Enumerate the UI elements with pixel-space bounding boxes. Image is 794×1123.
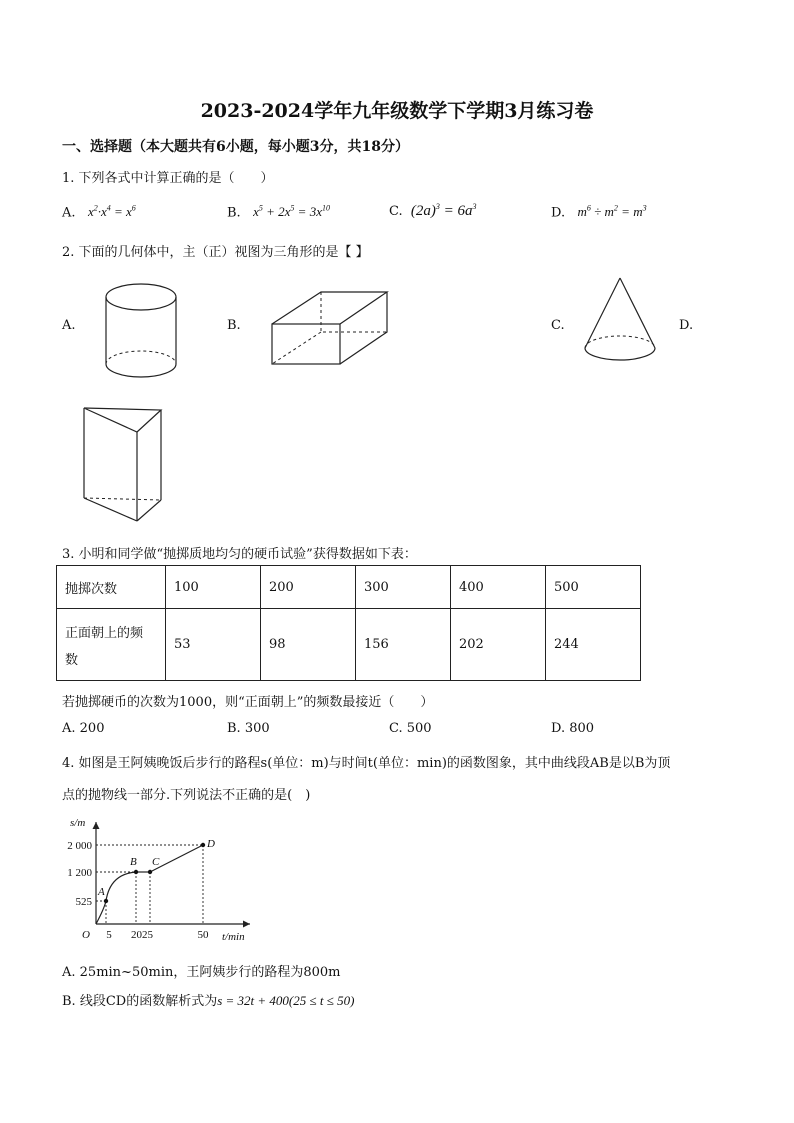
q2-stem: 2. 下面的几何体中，主（正）视图为三角形的是【 】: [62, 245, 369, 260]
table-cell: 500: [546, 566, 641, 609]
q1-d-formula: $m^6 \div m^2 = m^3$: [577, 204, 647, 220]
cylinder-figure: [100, 280, 182, 382]
x-axis-label: t/min: [222, 931, 245, 943]
q4-option-a: A. 25min~50min，王阿姨步行的路程为800m: [62, 965, 341, 980]
cone-figure: [580, 274, 660, 368]
table-cell: 200: [261, 566, 356, 609]
point-label-A: A: [98, 886, 105, 898]
q1-option-a: [62, 204, 136, 220]
q3-stem: 3. 小明和同学做“抛掷质地均匀的硬币试验”获得数据如下表：: [62, 547, 417, 562]
q3-question: 若抛掷硬币的次数为1000，则“正面朝上”的频数最接近（ ）: [62, 695, 434, 710]
q1-stem: 1. 下列各式中计算正确的是（ ）: [62, 171, 274, 186]
cuboid-figure: [268, 288, 392, 370]
table-cell: 53: [166, 609, 261, 681]
frequency-table: [56, 565, 641, 681]
q1-option-b: [227, 204, 330, 220]
x-tick-label: 50: [197, 929, 209, 941]
q4-option-b-text: B. 线段CD的函数解析式为: [62, 994, 218, 1009]
q3-option-c: C. 500: [389, 721, 432, 736]
table-cell: 244: [546, 609, 641, 681]
x-tick-label: 5: [106, 929, 112, 941]
q4-stem-line1: 4. 如图是王阿姨晚饭后步行的路程s(单位：m)与时间t(单位：min)的函数图象，其中曲线段AB是以B为顶: [62, 756, 671, 771]
table-header-line: 数: [65, 652, 79, 668]
table-cell: 156: [356, 609, 451, 681]
point-label-C: C: [152, 856, 160, 868]
q1-b-formula: $x^5 + 2x^5 = 3x^{10}$: [253, 204, 330, 220]
distance-time-graph: [60, 812, 260, 952]
y-tick-label: 1 200: [67, 867, 92, 879]
table-header-cell: 抛掷次数: [57, 566, 166, 609]
origin-label: O: [82, 929, 90, 941]
q4-option-b-formula: s = 32t + 400(25 ≤ t ≤ 50): [217, 993, 355, 1008]
y-tick-label: 525: [75, 896, 92, 908]
q3-option-d: D. 800: [551, 721, 595, 736]
table-cell: 100: [166, 566, 261, 609]
table-cell: 300: [356, 566, 451, 609]
table-cell: 400: [451, 566, 546, 609]
q1-option-d: [551, 204, 647, 220]
data-point-A: [104, 899, 108, 903]
q3-option-b: B. 300: [227, 721, 270, 736]
point-label-B: B: [130, 856, 137, 868]
table-header-line: 正面朝上的频: [65, 625, 144, 641]
q2-label-c: C.: [551, 318, 565, 333]
data-point-C: [148, 870, 152, 874]
q4-option-b: [62, 990, 354, 1009]
table-cell: 98: [261, 609, 356, 681]
y-tick-label: 2 000: [67, 840, 92, 852]
data-point-D: [201, 843, 205, 847]
section-heading: 一、选择题（本大题共有6小题，每小题3分，共18分）: [62, 139, 409, 155]
q3-option-a: A. 200: [62, 721, 105, 736]
data-point-B: [134, 870, 138, 874]
triangular-prism-figure: [80, 404, 166, 526]
point-label-D: D: [207, 838, 215, 850]
table-row: [57, 566, 641, 609]
page-title: 2023-2024学年九年级数学下学期3月练习卷: [200, 100, 594, 122]
q1-a-formula: $x^2\cdot x^4 = x^6$: [87, 204, 136, 220]
q1-d-label: D.: [551, 205, 566, 221]
table-row: [57, 609, 641, 681]
q1-b-label: B.: [227, 205, 241, 221]
x-tick-label: 2025: [131, 929, 153, 941]
q2-label-b: B.: [227, 318, 241, 333]
q2-label-d: D.: [679, 318, 694, 333]
curve-OAB: [96, 872, 136, 924]
q4-stem-line2: 点的抛物线一部分.下列说法不正确的是( ): [62, 788, 311, 803]
q1-option-c: [389, 202, 477, 220]
y-axis-label: s/m: [70, 817, 86, 829]
q1-c-label: C.: [389, 204, 403, 219]
q1-c-formula: $(2a)^3 = 6a^3$: [410, 202, 477, 219]
table-header-cell: [57, 609, 166, 681]
q1-a-label: A.: [62, 205, 76, 221]
q2-label-a: A.: [62, 318, 76, 333]
table-cell: 202: [451, 609, 546, 681]
